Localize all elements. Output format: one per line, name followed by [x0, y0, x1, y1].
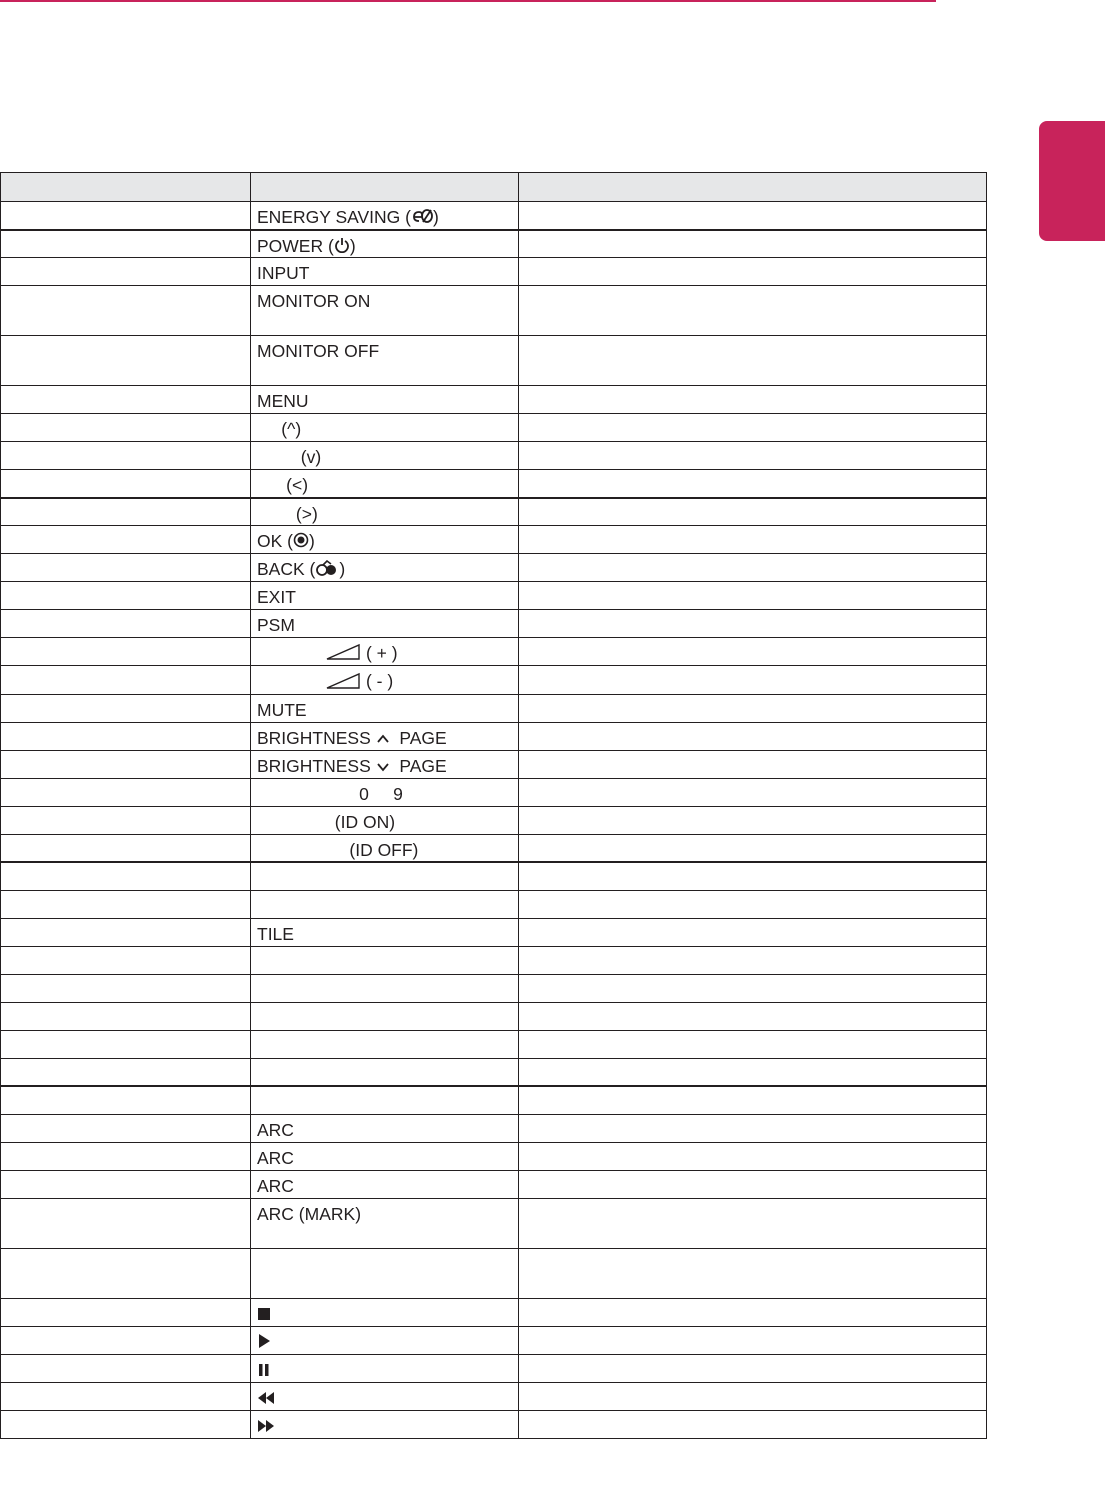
- key-label: [257, 643, 325, 663]
- description-cell: [519, 498, 987, 526]
- function-cell: [1, 414, 251, 442]
- description-cell: [519, 1086, 987, 1114]
- description-cell: [519, 1326, 987, 1354]
- key-cell: [251, 582, 519, 610]
- key-cell: [251, 414, 519, 442]
- key-cell: [251, 1326, 519, 1354]
- header-col-1: [1, 173, 251, 202]
- description-cell: [519, 974, 987, 1002]
- function-cell: [1, 202, 251, 230]
- key-cell: [251, 230, 519, 258]
- function-cell: [1, 336, 251, 386]
- stop-icon: [257, 1305, 271, 1325]
- function-cell: [1, 258, 251, 286]
- key-cell: [251, 890, 519, 918]
- chevron-down-icon: [376, 757, 390, 777]
- table-row: [1, 890, 987, 918]
- key-label: MENU: [257, 391, 309, 411]
- key-label: MONITOR OFF: [257, 341, 380, 361]
- table-row: [1, 778, 987, 806]
- function-cell: [1, 974, 251, 1002]
- key-label: POWER (: [257, 235, 334, 256]
- key-label: PSM: [257, 615, 295, 635]
- description-cell: [519, 666, 987, 694]
- key-cell: [251, 1114, 519, 1142]
- key-cell: [251, 1410, 519, 1438]
- key-cell: [251, 336, 519, 386]
- description-cell: [519, 946, 987, 974]
- key-label-suffix: PAGE: [389, 727, 447, 748]
- table-row: [1, 526, 987, 554]
- description-cell: [519, 862, 987, 890]
- description-cell: [519, 638, 987, 666]
- table-row: [1, 470, 987, 498]
- function-cell: [1, 694, 251, 722]
- play-icon: [257, 1333, 271, 1353]
- key-label: ARC (MARK): [257, 1203, 362, 1224]
- key-label: [257, 671, 325, 691]
- table-row: [1, 1142, 987, 1170]
- table-row: [1, 554, 987, 582]
- key-label: (ID ON): [257, 811, 396, 832]
- key-label: TILE: [257, 923, 294, 944]
- remote-key-table: [0, 172, 987, 1439]
- key-label-suffix: PAGE: [389, 755, 447, 776]
- key-cell: [251, 258, 519, 286]
- description-cell: [519, 336, 987, 386]
- function-cell: [1, 610, 251, 638]
- key-label: (>): [257, 503, 318, 524]
- description-cell: [519, 722, 987, 750]
- key-cell: [251, 946, 519, 974]
- key-label: ARC: [257, 1119, 294, 1140]
- function-cell: [1, 498, 251, 526]
- key-label: ARC: [257, 1147, 294, 1168]
- key-cell: [251, 1298, 519, 1326]
- table-row: [1, 638, 987, 666]
- key-label: BACK (: [257, 559, 316, 579]
- volume-wedge-icon: [325, 672, 361, 694]
- table-row: [1, 202, 987, 230]
- description-cell: [519, 202, 987, 230]
- function-cell: [1, 1410, 251, 1438]
- table-row: [1, 386, 987, 414]
- rewind-icon: [257, 1389, 275, 1409]
- language-side-tab: [1039, 121, 1105, 241]
- key-cell: [251, 1382, 519, 1410]
- description-cell: [519, 1198, 987, 1248]
- key-label: ARC: [257, 1175, 294, 1196]
- description-cell: [519, 582, 987, 610]
- table-row: [1, 1410, 987, 1438]
- key-cell: [251, 1354, 519, 1382]
- table-row: [1, 1030, 987, 1058]
- table-row: [1, 1298, 987, 1326]
- function-cell: [1, 582, 251, 610]
- description-cell: [519, 806, 987, 834]
- function-cell: [1, 638, 251, 666]
- key-label-suffix: ( - ): [361, 671, 394, 692]
- ok-target-icon: [293, 532, 309, 552]
- key-cell: [251, 1198, 519, 1248]
- key-cell: [251, 386, 519, 414]
- description-cell: [519, 1142, 987, 1170]
- key-cell: [251, 1170, 519, 1198]
- table-row: [1, 1086, 987, 1114]
- table-row: [1, 1248, 987, 1298]
- pause-icon: [257, 1361, 271, 1381]
- description-cell: [519, 1058, 987, 1086]
- function-cell: [1, 722, 251, 750]
- header-col-3: [519, 173, 987, 202]
- function-cell: [1, 1114, 251, 1142]
- table-row: [1, 806, 987, 834]
- key-label: (^): [257, 419, 302, 439]
- key-label-suffix: ): [308, 531, 315, 551]
- back-arrow-icon: [315, 560, 339, 580]
- table-row: [1, 582, 987, 610]
- key-label: BRIGHTNESS: [257, 727, 376, 748]
- table-row: [1, 442, 987, 470]
- key-cell: [251, 974, 519, 1002]
- description-cell: [519, 1114, 987, 1142]
- description-cell: [519, 1030, 987, 1058]
- function-cell: [1, 470, 251, 498]
- key-cell: [251, 750, 519, 778]
- table-row: [1, 610, 987, 638]
- key-cell: [251, 918, 519, 946]
- key-cell: [251, 554, 519, 582]
- table-row: [1, 1170, 987, 1198]
- key-label-suffix: ): [349, 235, 356, 256]
- function-cell: [1, 890, 251, 918]
- function-cell: [1, 386, 251, 414]
- function-cell: [1, 286, 251, 336]
- key-label: MUTE: [257, 699, 307, 720]
- key-label-suffix: ): [339, 559, 346, 579]
- key-cell: [251, 694, 519, 722]
- key-label: 0 9: [257, 783, 403, 804]
- key-cell: [251, 286, 519, 336]
- table-row: [1, 258, 987, 286]
- key-cell: [251, 834, 519, 862]
- function-cell: [1, 834, 251, 862]
- table-row: [1, 1326, 987, 1354]
- table-row: [1, 1198, 987, 1248]
- function-cell: [1, 1382, 251, 1410]
- table-row: [1, 946, 987, 974]
- description-cell: [519, 694, 987, 722]
- description-cell: [519, 414, 987, 442]
- function-cell: [1, 1298, 251, 1326]
- key-label-suffix: ( + ): [361, 643, 398, 663]
- key-cell: [251, 666, 519, 694]
- table-row: [1, 862, 987, 890]
- key-cell: [251, 638, 519, 666]
- function-cell: [1, 1326, 251, 1354]
- description-cell: [519, 1354, 987, 1382]
- fast-forward-icon: [257, 1417, 275, 1437]
- description-cell: [519, 1002, 987, 1030]
- description-cell: [519, 230, 987, 258]
- description-cell: [519, 526, 987, 554]
- eco-leaf-icon: [411, 208, 433, 228]
- key-cell: [251, 442, 519, 470]
- description-cell: [519, 750, 987, 778]
- table-row: [1, 230, 987, 258]
- table-row: [1, 1114, 987, 1142]
- function-cell: [1, 1198, 251, 1248]
- key-label: OK (: [257, 531, 293, 551]
- key-cell: [251, 862, 519, 890]
- key-cell: [251, 806, 519, 834]
- key-cell: [251, 498, 519, 526]
- table-row: [1, 1002, 987, 1030]
- table-row: [1, 1354, 987, 1382]
- description-cell: [519, 286, 987, 336]
- key-cell: [251, 470, 519, 498]
- table-row: [1, 286, 987, 336]
- table-row: [1, 918, 987, 946]
- description-cell: [519, 442, 987, 470]
- key-cell: [251, 1030, 519, 1058]
- function-cell: [1, 918, 251, 946]
- key-cell: [251, 610, 519, 638]
- function-cell: [1, 1354, 251, 1382]
- function-cell: [1, 778, 251, 806]
- table-row: [1, 414, 987, 442]
- function-cell: [1, 1086, 251, 1114]
- function-cell: [1, 442, 251, 470]
- key-label-suffix: ): [432, 207, 439, 227]
- description-cell: [519, 554, 987, 582]
- key-label: BRIGHTNESS: [257, 755, 376, 776]
- table-row: [1, 750, 987, 778]
- description-cell: [519, 470, 987, 498]
- key-label: (<): [257, 475, 309, 495]
- function-cell: [1, 1002, 251, 1030]
- function-cell: [1, 554, 251, 582]
- table-row: [1, 974, 987, 1002]
- key-cell: [251, 1058, 519, 1086]
- function-cell: [1, 1058, 251, 1086]
- key-cell: [251, 202, 519, 230]
- description-cell: [519, 1410, 987, 1438]
- table-row: [1, 694, 987, 722]
- function-cell: [1, 666, 251, 694]
- table-row: [1, 1058, 987, 1086]
- chevron-up-icon: [376, 729, 390, 749]
- key-label: INPUT: [257, 263, 310, 283]
- function-cell: [1, 1248, 251, 1298]
- key-cell: [251, 1002, 519, 1030]
- table-row: [1, 1382, 987, 1410]
- description-cell: [519, 834, 987, 862]
- key-label: (v): [257, 447, 322, 467]
- function-cell: [1, 1170, 251, 1198]
- top-accent-rule: [0, 0, 936, 2]
- table-row: [1, 498, 987, 526]
- function-cell: [1, 526, 251, 554]
- key-label: MONITOR ON: [257, 291, 371, 311]
- description-cell: [519, 1298, 987, 1326]
- key-label: EXIT: [257, 587, 296, 607]
- header-col-2: [251, 173, 519, 202]
- function-cell: [1, 230, 251, 258]
- key-cell: [251, 1086, 519, 1114]
- description-cell: [519, 890, 987, 918]
- table-row: [1, 834, 987, 862]
- table-row: [1, 722, 987, 750]
- function-cell: [1, 946, 251, 974]
- description-cell: [519, 778, 987, 806]
- power-icon: [334, 237, 350, 257]
- function-cell: [1, 806, 251, 834]
- function-cell: [1, 1030, 251, 1058]
- description-cell: [519, 258, 987, 286]
- function-cell: [1, 750, 251, 778]
- description-cell: [519, 610, 987, 638]
- description-cell: [519, 386, 987, 414]
- description-cell: [519, 1382, 987, 1410]
- volume-wedge-icon: [325, 643, 361, 665]
- table-header-row: [1, 173, 987, 202]
- description-cell: [519, 918, 987, 946]
- key-cell: [251, 1248, 519, 1298]
- function-cell: [1, 862, 251, 890]
- key-cell: [251, 778, 519, 806]
- key-label: ENERGY SAVING (: [257, 207, 411, 227]
- description-cell: [519, 1170, 987, 1198]
- table-row: [1, 666, 987, 694]
- key-cell: [251, 722, 519, 750]
- key-label: (ID OFF): [257, 839, 419, 860]
- key-cell: [251, 1142, 519, 1170]
- function-cell: [1, 1142, 251, 1170]
- key-cell: [251, 526, 519, 554]
- table-row: [1, 336, 987, 386]
- description-cell: [519, 1248, 987, 1298]
